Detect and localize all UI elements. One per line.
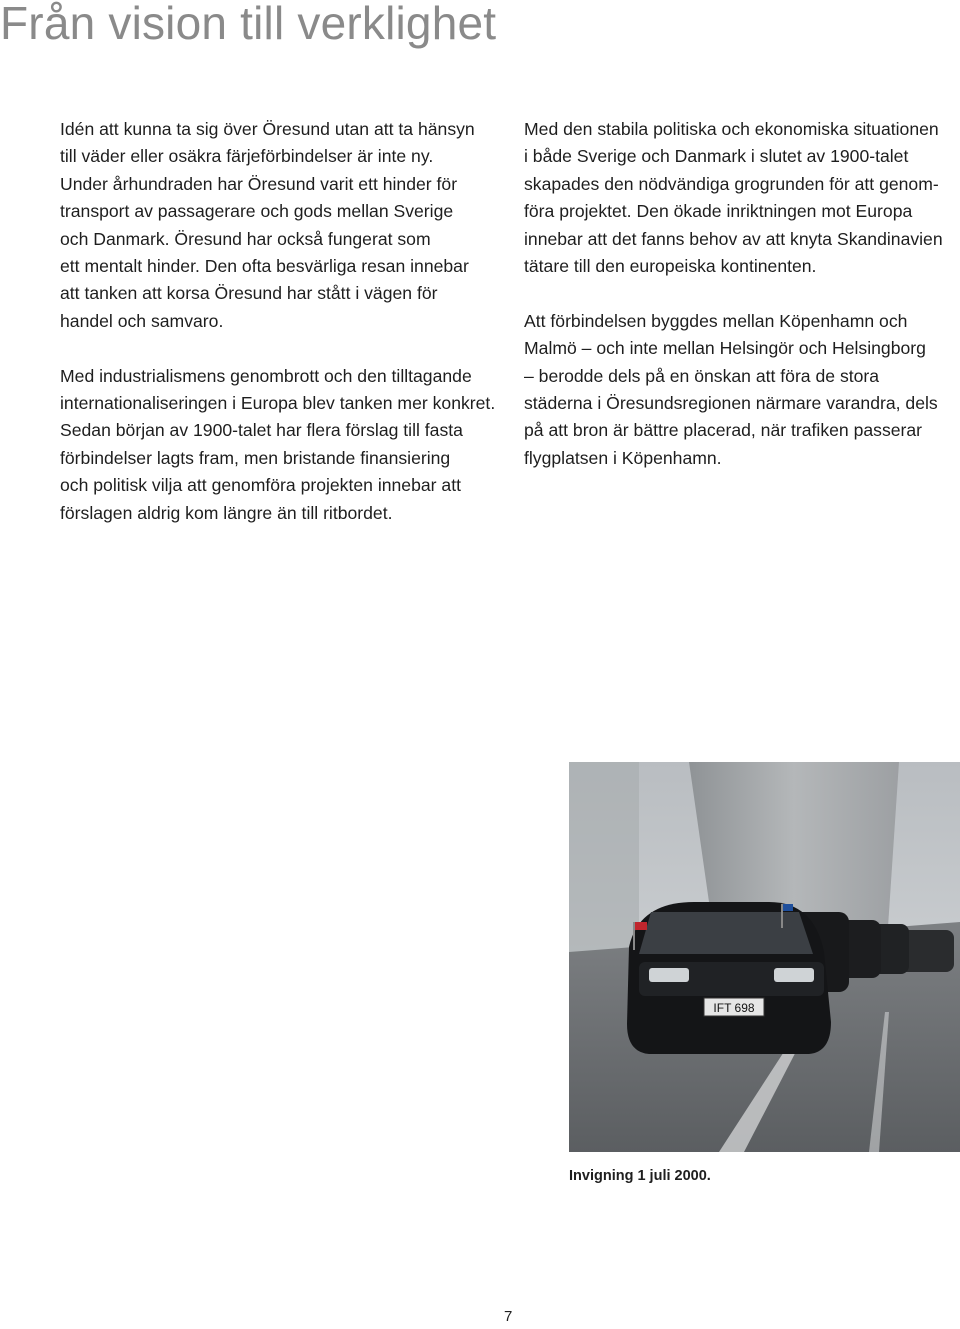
text-line: förbindelser lagts fram, men bristande finansiering bbox=[60, 447, 451, 468]
text-line: och politisk vilja att genomföra projekten innebar att bbox=[60, 475, 461, 496]
text-line: till väder eller osäkra färjeförbindelser är inte ny. bbox=[60, 146, 434, 167]
text-line: och Danmark. Öresund har också fungerat som bbox=[60, 228, 431, 249]
paragraph bbox=[60, 363, 496, 527]
text-line: ett mentalt hinder. Den ofta besvärliga resan innebar bbox=[60, 256, 469, 277]
text-line: Med den stabila politiska och ekonomiska situationen bbox=[524, 119, 939, 139]
text-line: Under århundraden har Öresund varit ett hinder för bbox=[60, 173, 458, 194]
text-line: internationaliseringen i Europa blev tanken mer konkret. bbox=[60, 393, 496, 414]
text-line: flygplatsen i Köpenhamn. bbox=[524, 447, 722, 468]
page-title: Från vision till verklighet bbox=[0, 0, 497, 49]
paragraph bbox=[524, 116, 954, 280]
text-line: skapades den nödvändiga grogrunden för att genom- bbox=[524, 173, 939, 194]
photo-caption: Invigning 1 juli 2000. bbox=[569, 1168, 711, 1184]
text-line: innebar att det fanns behov av att knyta Skandinavien bbox=[524, 228, 943, 249]
text-line: Sedan början av 1900-talet har flera förslag till fasta bbox=[60, 420, 463, 441]
paragraph bbox=[60, 116, 490, 335]
page-number: 7 bbox=[504, 1308, 513, 1325]
paragraph bbox=[524, 308, 954, 472]
motorcade-illustration bbox=[569, 762, 960, 1152]
text-line: städerna i Öresundsregionen närmare varandra, dels bbox=[524, 393, 938, 414]
text-line: på att bron är bättre placerad, när trafiken passerar bbox=[524, 420, 923, 441]
text-line: tätare till den europeiska kontinenten. bbox=[524, 256, 817, 277]
text-line: föra projektet. Den ökade inriktningen mot Europa bbox=[524, 201, 913, 222]
right-column bbox=[524, 116, 954, 472]
left-column bbox=[60, 116, 496, 527]
text-line: Malmö – och inte mellan Helsingör och Helsingborg bbox=[524, 338, 926, 359]
text-line: Idén att kunna ta sig över Öresund utan att ta hänsyn bbox=[60, 119, 475, 139]
license-plate: IFT 698 bbox=[713, 1001, 755, 1015]
text-line: Att förbindelsen byggdes mellan Köpenhamn och bbox=[524, 310, 908, 331]
text-line: handel och samvaro. bbox=[60, 310, 224, 331]
inauguration-photo bbox=[569, 762, 960, 1152]
text-line: transport av passagerare och gods mellan Sverige bbox=[60, 201, 454, 222]
text-line: förslagen aldrig kom längre än till ritbordet. bbox=[60, 502, 393, 523]
text-line: att tanken att korsa Öresund har stått i vägen för bbox=[60, 283, 438, 304]
text-line: Med industrialismens genombrott och den tilltagande bbox=[60, 365, 472, 386]
text-line: – berodde dels på en önskan att föra de stora bbox=[524, 365, 880, 386]
text-line: i både Sverige och Danmark i slutet av 1900-talet bbox=[524, 146, 909, 167]
